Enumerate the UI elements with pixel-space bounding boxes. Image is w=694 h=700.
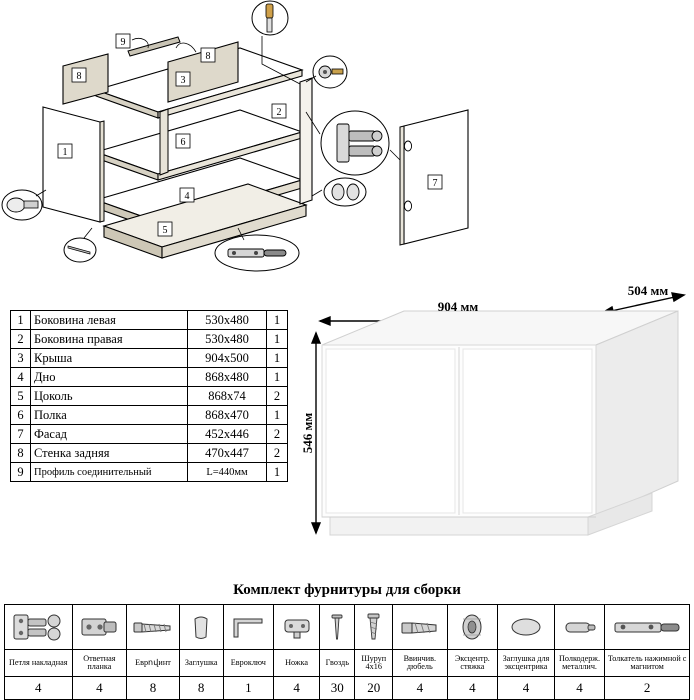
hardware-label: Еврովинт — [127, 650, 180, 677]
callout-6 — [176, 134, 190, 148]
part-vertical-divider — [160, 109, 168, 175]
part-connecting-profile — [128, 37, 180, 56]
hardware-label: Заглушка — [179, 650, 223, 677]
depth-label: 504 мм — [627, 285, 669, 298]
part-name: Боковина левая — [31, 311, 188, 330]
assembled-cabinet-drawing — [300, 285, 694, 575]
part-name: Стенка задняя — [31, 444, 188, 463]
callout-2 — [272, 104, 286, 118]
euro-key-icon — [223, 605, 273, 650]
part-quantity: 2 — [267, 425, 288, 444]
part-quantity: 1 — [267, 463, 288, 482]
magnetic-pusher-icon — [605, 605, 690, 650]
hardware-label: Гвоздь — [320, 650, 355, 677]
leg-icon — [274, 605, 320, 650]
part-number: 9 — [11, 463, 31, 482]
part-dimension: 530x480 — [188, 330, 267, 349]
hardware-label: Ножка — [274, 650, 320, 677]
screw-4x16-icon — [355, 605, 393, 650]
callout-9 — [116, 34, 130, 48]
part-dimension: 452x446 — [188, 425, 267, 444]
part-number: 5 — [11, 387, 31, 406]
height-label: 546 мм — [300, 412, 315, 454]
part-quantity: 1 — [267, 330, 288, 349]
part-dimension: 868x470 — [188, 406, 267, 425]
part-left-side — [43, 107, 104, 222]
hardware-labels-row — [5, 650, 690, 677]
hardware-count: 30 — [320, 677, 355, 700]
part-quantity: 2 — [267, 444, 288, 463]
callout-1 — [58, 144, 72, 158]
width-label: 904 мм — [437, 299, 479, 314]
callout-7 — [428, 175, 442, 189]
part-number: 7 — [11, 425, 31, 444]
cam-cap-icon — [498, 605, 555, 650]
part-quantity: 1 — [267, 349, 288, 368]
table-row — [11, 463, 288, 482]
hardware-section-title: Комплект фурнитуры для сборки — [233, 582, 461, 598]
hardware-count: 4 — [5, 677, 73, 700]
screw-in-dowel-icon — [393, 605, 448, 650]
exploded-assembly-diagram — [0, 0, 694, 285]
hardware-label: Евроключ — [223, 650, 273, 677]
hardware-count: 4 — [447, 677, 497, 700]
hardware-counts-row — [5, 677, 690, 700]
hardware-count: 4 — [274, 677, 320, 700]
table-row — [11, 406, 288, 425]
part-number: 3 — [11, 349, 31, 368]
svg-text:9: 9 — [120, 37, 126, 48]
table-row — [11, 330, 288, 349]
callout-5 — [158, 222, 172, 236]
svg-text:8: 8 — [76, 71, 82, 82]
callout-4 — [180, 188, 194, 202]
metal-shelf-support-icon — [554, 605, 604, 650]
hardware-table — [4, 604, 690, 700]
hinge-plate-icon — [72, 605, 127, 650]
hardware-icons-row — [5, 605, 690, 650]
detail-leg — [2, 190, 42, 220]
cam-lock-icon — [447, 605, 497, 650]
part-quantity: 2 — [267, 387, 288, 406]
hardware-count: 8 — [127, 677, 180, 700]
hardware-label: Ответная планка — [72, 650, 127, 677]
svg-text:2: 2 — [276, 107, 282, 118]
table-row — [11, 368, 288, 387]
part-number: 2 — [11, 330, 31, 349]
hardware-label: Шуруп 4x16 — [355, 650, 393, 677]
hardware-label: Полкодерж. металлич. — [554, 650, 604, 677]
part-dimension: 470x447 — [188, 444, 267, 463]
nail-icon — [320, 605, 355, 650]
part-number: 4 — [11, 368, 31, 387]
svg-text:7: 7 — [432, 178, 438, 189]
detail-cam-lock — [313, 56, 347, 88]
detail-hinge — [321, 111, 389, 175]
part-dimension: 868x480 — [188, 368, 267, 387]
euro-screw-icon — [127, 605, 180, 650]
hardware-count: 2 — [605, 677, 690, 700]
part-name: Полка — [31, 406, 188, 425]
hardware-count: 8 — [179, 677, 223, 700]
hardware-label: Петля накладная — [5, 650, 73, 677]
hardware-label: Толкатель нажимной с магнитом — [605, 650, 690, 677]
part-dimension: 868x74 — [188, 387, 267, 406]
part-quantity: 1 — [267, 406, 288, 425]
table-row — [11, 444, 288, 463]
part-name: Фасад — [31, 425, 188, 444]
part-name: Боковина правая — [31, 330, 188, 349]
detail-nail — [64, 238, 96, 262]
callout-8a — [72, 68, 86, 82]
svg-text:8: 8 — [205, 51, 211, 62]
detail-cap-pair — [324, 178, 366, 206]
cabinet-body — [322, 311, 678, 535]
hardware-label: Заглушка для эксцентрика — [498, 650, 555, 677]
hardware-count: 4 — [393, 677, 448, 700]
hardware-label: Ввинчив. дюбель — [393, 650, 448, 677]
table-row — [11, 311, 288, 330]
hardware-count: 4 — [554, 677, 604, 700]
table-row — [11, 387, 288, 406]
table-row — [11, 425, 288, 444]
part-number: 8 — [11, 444, 31, 463]
hardware-table-wrap — [4, 604, 690, 700]
detail-screw-top — [252, 1, 288, 35]
table-row — [11, 349, 288, 368]
hardware-count: 4 — [498, 677, 555, 700]
cap-icon — [179, 605, 223, 650]
svg-text:5: 5 — [162, 225, 168, 236]
overlay-hinge-icon — [5, 605, 73, 650]
callout-3 — [176, 72, 190, 86]
svg-text:4: 4 — [184, 191, 190, 202]
part-dimension: 530x480 — [188, 311, 267, 330]
hardware-count: 1 — [223, 677, 273, 700]
hardware-label: Эксцентр. стяжка — [447, 650, 497, 677]
part-name: Дно — [31, 368, 188, 387]
part-quantity: 1 — [267, 368, 288, 387]
detail-magnetic-pusher — [215, 235, 299, 271]
part-name: Профиль соединительный — [31, 463, 188, 482]
part-name: Цоколь — [31, 387, 188, 406]
svg-text:1: 1 — [62, 147, 68, 158]
parts-list-table — [10, 310, 288, 482]
part-dimension: 904x500 — [188, 349, 267, 368]
part-dimension: L=440мм — [188, 463, 267, 482]
part-number: 6 — [11, 406, 31, 425]
part-number: 1 — [11, 311, 31, 330]
part-right-side — [300, 78, 312, 204]
hardware-count: 4 — [72, 677, 127, 700]
part-name: Крыша — [31, 349, 188, 368]
svg-text:3: 3 — [180, 75, 186, 86]
part-quantity: 1 — [267, 311, 288, 330]
svg-text:6: 6 — [180, 137, 186, 148]
callout-8b — [201, 48, 215, 62]
hardware-count: 20 — [355, 677, 393, 700]
